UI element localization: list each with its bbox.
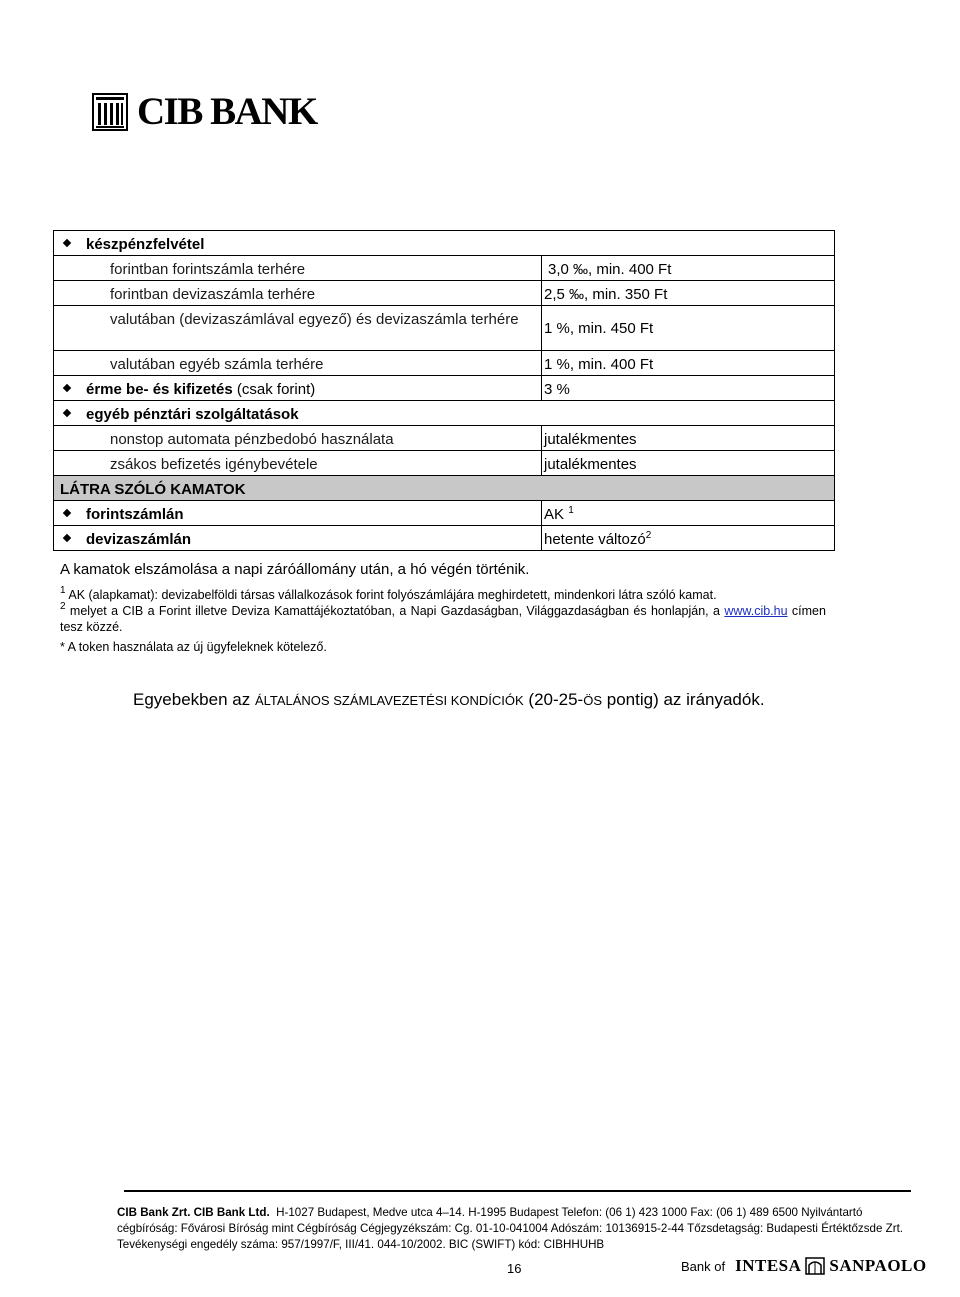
row-value: AK [544, 506, 565, 523]
table-row [54, 350, 834, 375]
row-label: devizaszámlán [86, 531, 192, 548]
section-interest [54, 475, 834, 500]
footer-line: Tevékenységi engedély száma: 957/1997/F, III/41. 044-10/2002. BIC (SWIFT) kód: CIBHHUHB [117, 1238, 605, 1251]
bullet-icon [63, 509, 71, 517]
partner-name-b: SANPAOLO [829, 1256, 927, 1275]
row-label: valutában (devizaszámlával egyező) és devizaszámla terhére [110, 311, 519, 328]
row-value: 2,5 ‰, min. 350 Ft [544, 286, 668, 303]
row-label: zsákos befizetés igénybevétele [110, 456, 318, 473]
footer-company-info [117, 1205, 903, 1253]
section-note: (csak forint) [236, 381, 316, 398]
footnote-1 [60, 587, 826, 603]
footer-line: H-1027 Budapest, Medve utca 4–14. H-1995 Budapest Telefon: (06 1) 423 1000 Fax: (06 1) 489 6500 Nyilvántartó [276, 1206, 863, 1219]
footnote-text: melyet a CIB a Forint illetve Deviza Kamattájékoztatóban, a Napi Gazdaságban, Világgazdaságban és honlapján, a [69, 604, 720, 618]
gate-icon [805, 1257, 825, 1275]
footnote-2 [60, 603, 826, 635]
footnote-text: AK (alapkamat): devizabelföldi társas vállalkozások forint folyószámlájára meghirdetett, mindenkori látra szóló kamat. [68, 588, 717, 602]
cib-website-link[interactable]: www.cib.hu [724, 604, 788, 618]
brand-name: CIB BANK [137, 90, 317, 133]
row-label: nonstop automata pénzbedobó használata [110, 431, 394, 448]
section-title: érme be- és kifizetés [86, 381, 233, 398]
footer-divider [124, 1190, 911, 1192]
page-number: 16 [507, 1261, 522, 1276]
partner-prefix: Bank of [681, 1258, 726, 1274]
text: (20-25- [528, 690, 584, 709]
row-value: 3 % [544, 381, 570, 398]
table-row [54, 525, 834, 550]
fee-table [53, 230, 835, 551]
row-value: jutalékmentes [544, 431, 637, 448]
footnote-mark: 1 [60, 585, 66, 596]
table-row [54, 450, 834, 475]
bullet-icon [63, 239, 71, 247]
footer-line: cégbíróság: Fővárosi Bíróság mint Cégbíróság Cégjegyzékszám: Cg. 01-10-041004 Adószám: 10136915-2-44 Tőzsdetag​ság: Budapesti Értéktőzsde Zrt. [117, 1222, 904, 1235]
row-value: jutalékmentes [544, 456, 637, 473]
footnote-ref: 1 [568, 505, 574, 516]
row-value: 3,0 ‰, min. 400 Ft [548, 261, 672, 278]
cib-bank-logo [92, 92, 317, 132]
general-conditions-note [133, 690, 765, 710]
section-other-services [54, 400, 834, 425]
row-label: forintban devizaszámla terhére [110, 286, 316, 303]
bullet-icon [63, 384, 71, 392]
footnote-text: címen tesz közzé. [60, 604, 826, 634]
text: pontig) az irányadók. [606, 690, 765, 709]
section-title: egyéb pénztári szolgáltatások [86, 406, 299, 423]
section-title: LÁTRA SZÓLÓ KAMATOK [60, 481, 246, 498]
text: Egyebekben az [133, 690, 251, 709]
section-cash-withdrawal [54, 231, 834, 255]
table-row [54, 500, 834, 525]
row-value: hetente változó [544, 531, 646, 548]
intesa-sanpaolo-logo [681, 1256, 927, 1276]
footnote-mark: 2 [60, 601, 66, 612]
token-note: * A token használata az új ügyfeleknek kötelező. [60, 640, 327, 654]
section-coins [54, 375, 834, 400]
row-value: 1 %, min. 400 Ft [544, 356, 654, 373]
interest-note: A kamatok elszámolása a napi záróállomány után, a hó végén történik. [60, 561, 530, 578]
table-row [54, 305, 834, 350]
bullet-icon [63, 409, 71, 417]
table-row [54, 255, 834, 280]
table-row [54, 280, 834, 305]
table-row [54, 425, 834, 450]
footnote-ref: 2 [645, 530, 652, 541]
row-label: forintban forintszámla terhére [110, 261, 306, 278]
company-names: CIB Bank Zrt. CIB Bank Ltd. [117, 1206, 270, 1219]
bullet-icon [63, 534, 71, 542]
row-label: forintszámlán [86, 506, 184, 523]
partner-name-a: INTESA [735, 1256, 802, 1275]
document-name: ÁLTALÁNOS SZÁMLAVEZETÉSI KONDÍCIÓK [254, 693, 524, 708]
row-label: valutában egyéb számla terhére [110, 356, 324, 373]
section-title: készpénzfelvétel [86, 236, 205, 253]
row-value: 1 %, min. 450 Ft [544, 320, 654, 337]
cib-logo-mark-icon [92, 93, 128, 131]
text: ÖS [583, 693, 603, 708]
